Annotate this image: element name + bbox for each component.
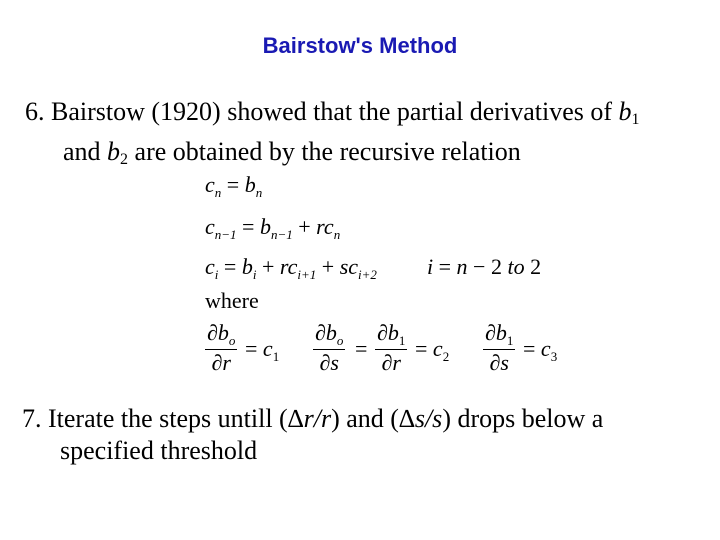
rhs-c2: = $c_2$	[415, 336, 450, 364]
partial-bo-r: $\frac{\partial b_o}{\partial r}$	[207, 320, 236, 375]
point-7-text-mid: ) and (	[331, 404, 399, 433]
point-6-var-b1: b	[618, 97, 632, 126]
point-6	[25, 96, 640, 176]
point-6-var-b2: b	[107, 137, 121, 166]
point-7-text-pre: Iterate the steps untill (	[48, 404, 288, 433]
point-6-line1-text: Bairstow (1920) showed that the partial derivatives of	[51, 97, 613, 126]
recursive-equations	[205, 170, 625, 390]
point-6-line2-text: are obtained by the recursive relation	[134, 137, 521, 166]
equals-sign: =	[355, 336, 368, 361]
equation-cn: $c_n = b_n$	[205, 172, 263, 200]
point-7-delta-s: ∆s/s	[398, 404, 443, 433]
point-6-sub-2: 2	[120, 151, 129, 168]
partial-bo-s: $\frac{\partial b_o}{\partial s}$	[315, 320, 344, 375]
point-7-number: 7.	[22, 404, 42, 433]
where-label: where	[205, 288, 259, 313]
equation-cn-minus-1: $c_{n-1} = b_{n-1} + rc_n$	[205, 214, 341, 242]
point-6-line2-prefix: and	[63, 137, 101, 166]
rhs-c3: = $c_3$	[523, 336, 558, 364]
rhs-c1: = $c_1$	[245, 336, 280, 364]
equation-range: i = n − 2 to 2	[427, 254, 542, 279]
equation-ci: $c_i = b_i + rc_{i+1} + sc_{i+2}$	[205, 254, 377, 282]
partial-b1-s: $\frac{\partial b_1}{\partial s}$	[485, 320, 514, 375]
point-6-sub-1: 1	[631, 111, 640, 128]
point-7-line2: specified threshold	[60, 436, 258, 465]
point-7	[22, 403, 603, 467]
point-7-delta-r: ∆r/r	[287, 404, 332, 433]
point-7-text-post: ) drops below a	[442, 404, 604, 433]
slide-title: Bairstow's Method	[262, 33, 458, 58]
partial-b1-r: $\frac{\partial b_1}{\partial r}$	[377, 320, 406, 375]
point-6-number: 6.	[25, 97, 45, 126]
